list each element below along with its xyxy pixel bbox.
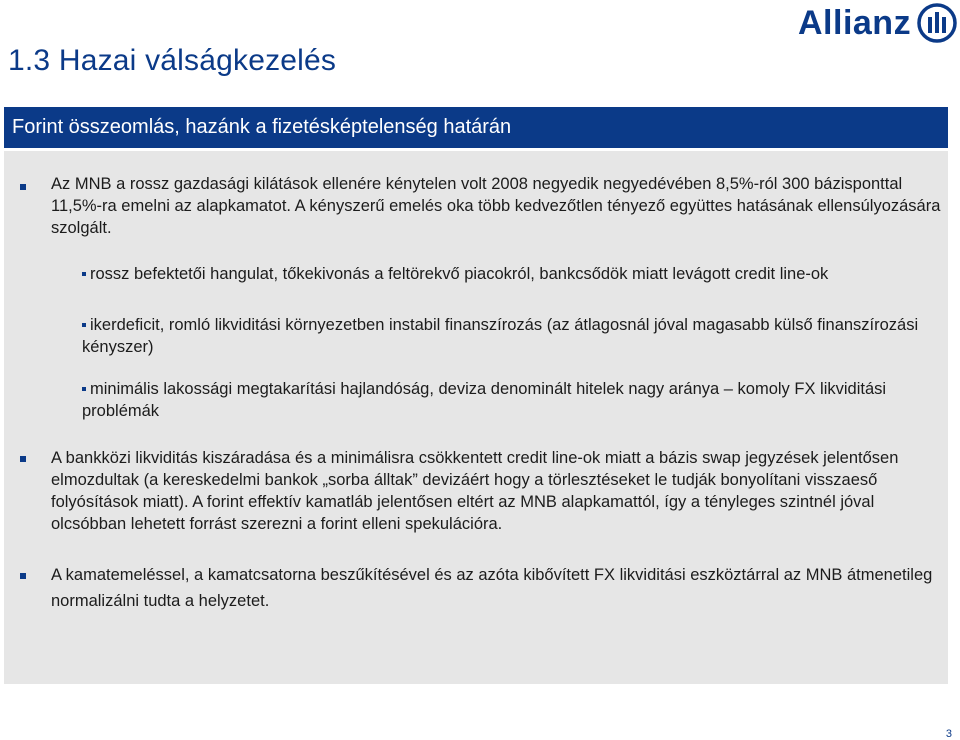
bullet-text-1: Az MNB a rossz gazdasági kilátások ellenére kénytelen volt 2008 negyedik negyedévében 8,5%-ról 300 bázisponttal 11,5%-ra emelni az alapkamatot. A kényszerű emelés oka több kedvezőtlen tényező együttes hatásának ellensúlyozására szolgált. [51, 175, 941, 237]
sub-bullet-text-2: ikerdeficit, romló likviditási környezetben instabil finanszírozás (az átlagosnál jóval magasabb külső finanszírozási kényszer) [82, 316, 919, 356]
slide-title: 1.3 Hazai válságkezelés [8, 44, 337, 77]
logo-text: Allianz [798, 3, 912, 42]
section-banner: Forint összeomlás, hazánk a fizetésképtelenség határán [4, 107, 948, 148]
bullet-text-3: A kamatemeléssel, a kamatcsatorna beszűkítésével és az azóta kibővített FX likviditási eszköztárral az MNB átmenetileg normalizálni tudta a helyzetet. [51, 566, 933, 610]
content-panel [4, 151, 948, 684]
bullet-marker [20, 184, 26, 190]
page-number: 3 [945, 728, 952, 740]
sub-bullet-text-3: minimális lakossági megtakarítási hajlandóság, deviza denominált hitelek nagy aránya – komoly FX likviditási problémák [82, 380, 887, 420]
bullet-text-2: A bankközi likviditás kiszáradása és a minimálisra csökkentett credit line-ok miatt a bázis swap jegyzések jelentősen elmozdultak (a kereskedelmi bankok „sorba álltak” devizáért hogy a törlesztéseket le tudják bonyolítani visszaeső folyósítások miatt). A forint effektív kamatláb jelentősen eltért az MNB alapkamattól, így a tényleges szintnél jóval olcsóbban lehetett forrást szerezni a forint elleni spekulációra. [51, 449, 899, 533]
bullet-marker [20, 573, 26, 579]
allianz-eagle-icon [917, 3, 957, 43]
bullet-marker [20, 456, 26, 462]
allianz-logo [798, 2, 958, 44]
sub-bullet-text-1: rossz befektetői hangulat, tőkekivonás a feltörekvő piacokról, bankcsődök miatt levágott credit line-ok [90, 265, 829, 283]
